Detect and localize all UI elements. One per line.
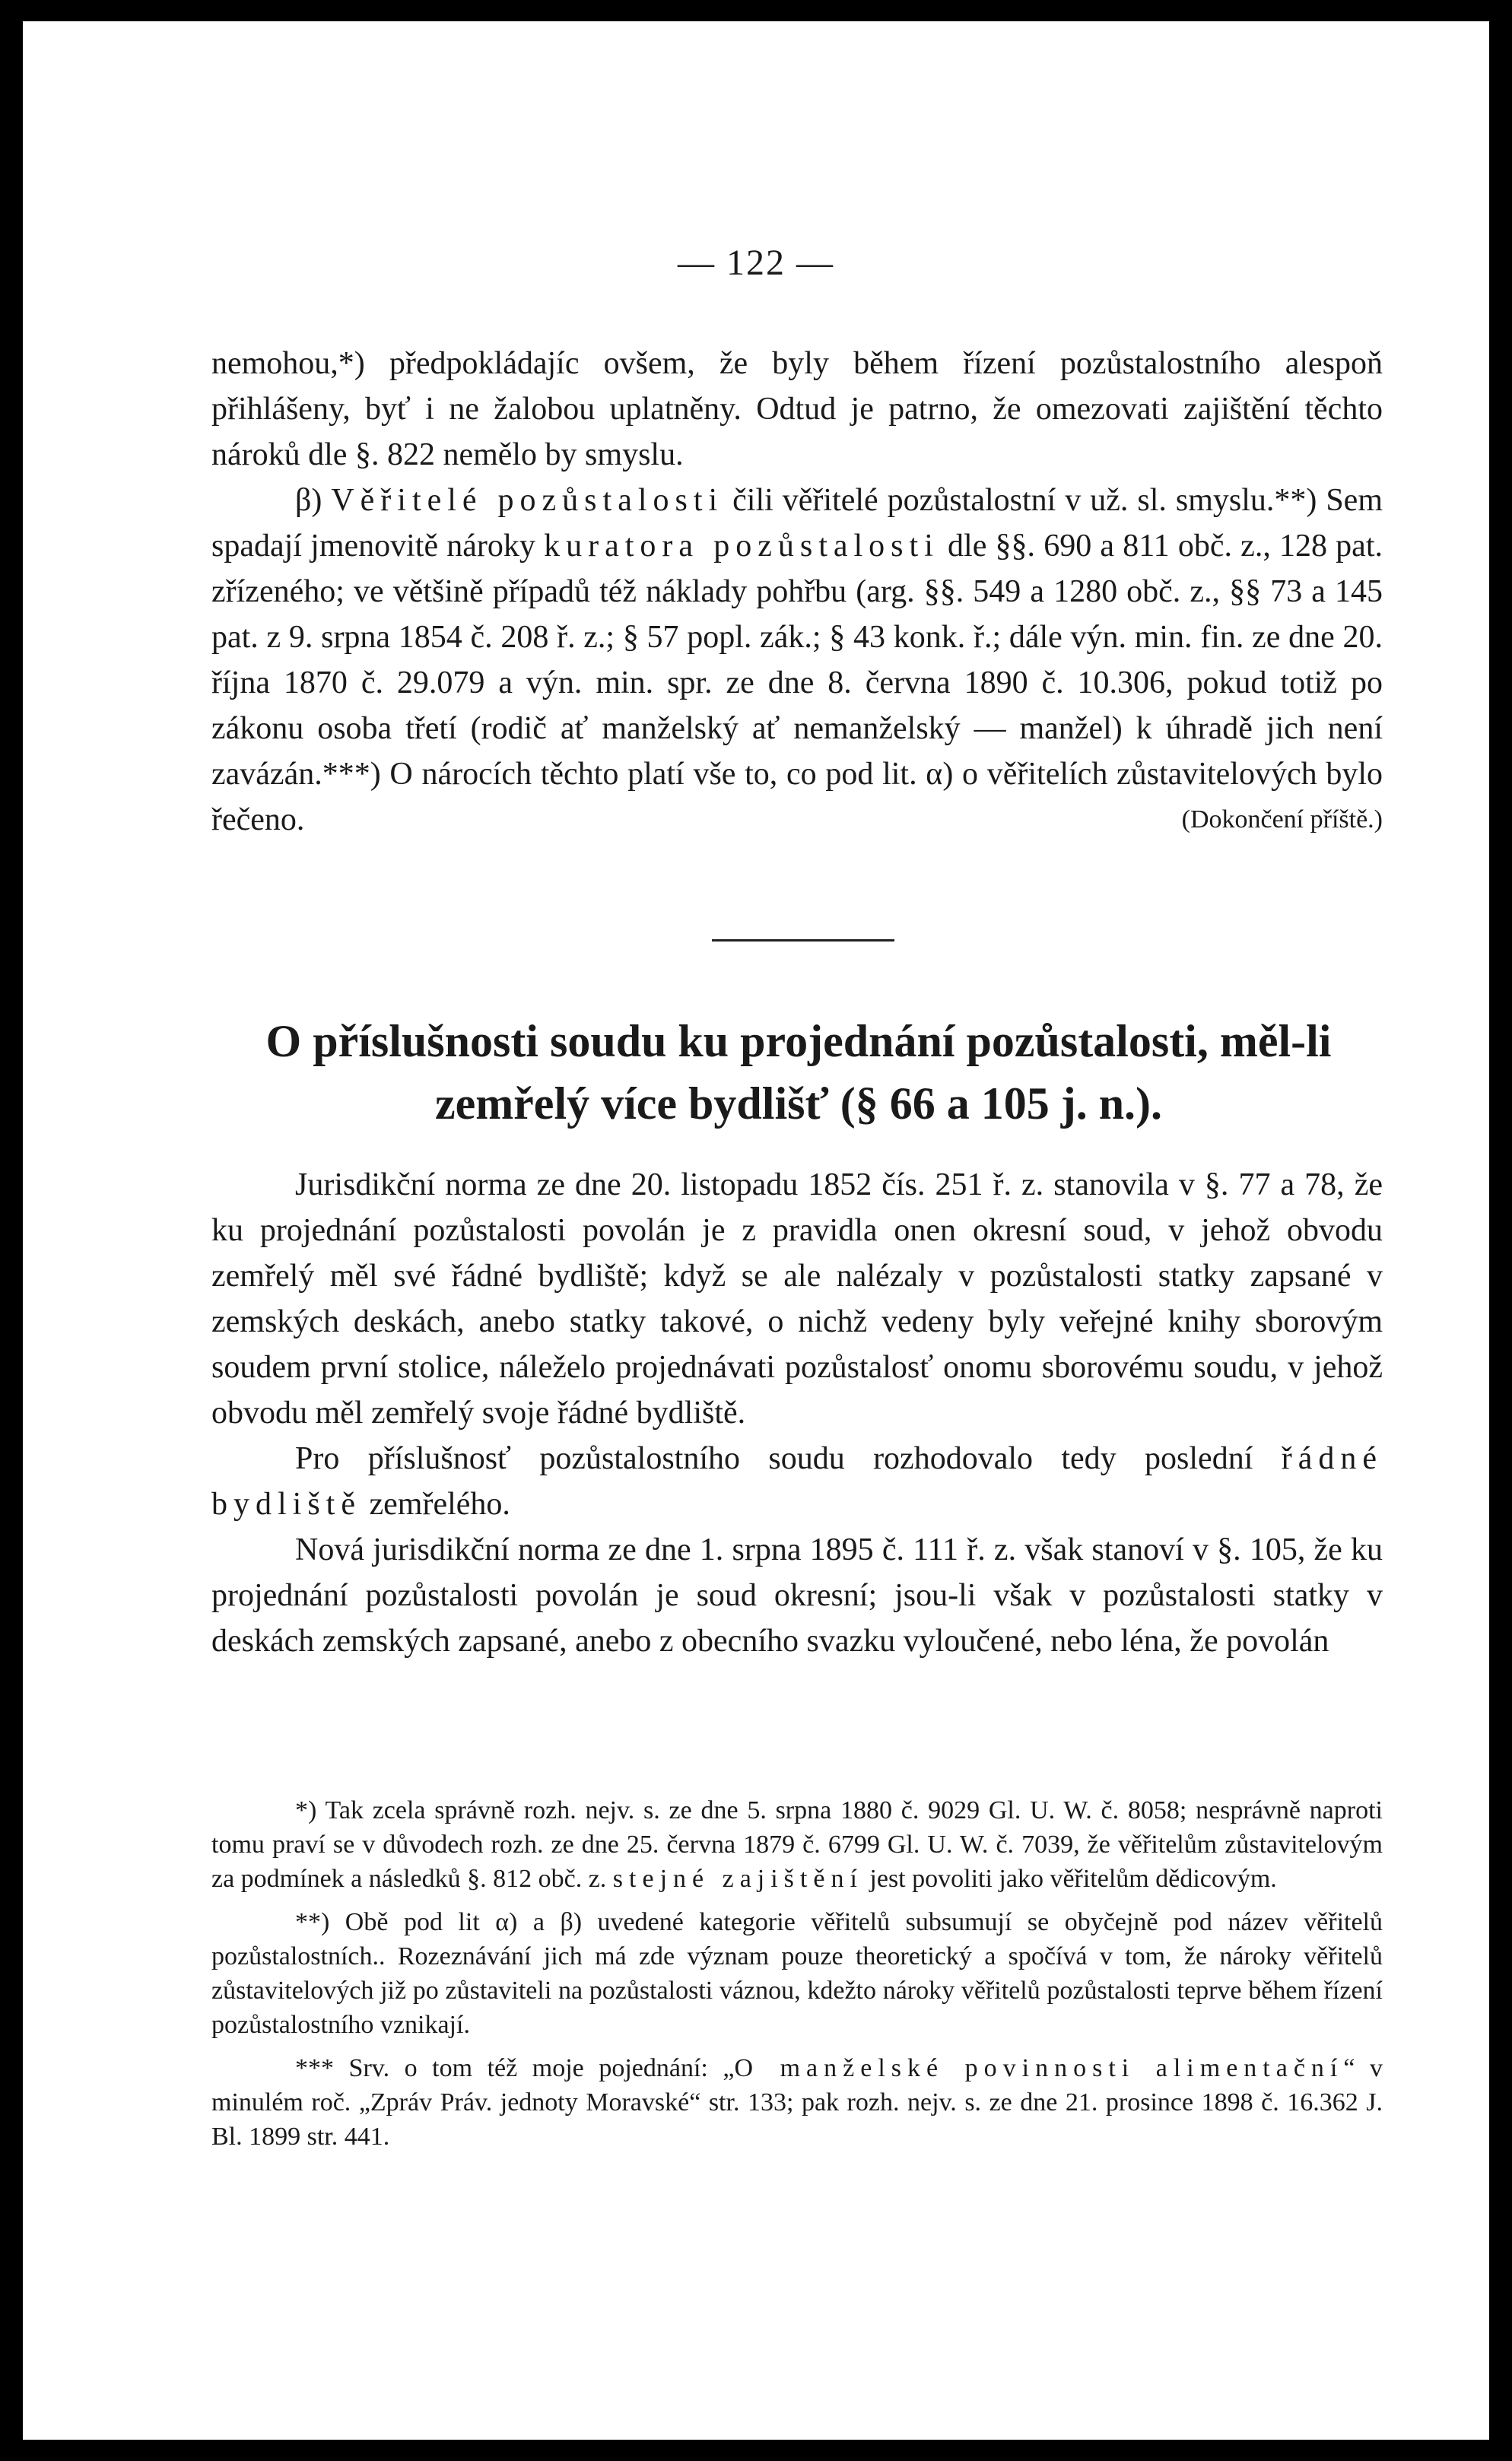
paragraph: Nová jurisdikční norma ze dne 1. srpna 1895 č. 111 ř. z. však stanoví v §. 105, že ku projednání pozůstalosti povolán je soud okresní; jsou-li však v pozůstalosti statky v deskách zemských zapsané, anebo z obecního svazku vyloučené, nebo léna, že povolán	[211, 1532, 1383, 1659]
spaced-term: stejné zajištění	[612, 1865, 863, 1893]
text-run: zemřelého.	[361, 1487, 510, 1522]
text-run: *) Tak zcela správně rozh. nejv. s. ze dne 5. srpna 1880 č. 9029 Gl. U. W. č. 8058; nesprávně naproti tomu praví se v důvodech rozh. ze dne 25. června 1879 č. 6799 Gl. U. W. č. 7039, že věřitelům zůstavitelovým za podmínek a následků §. 812 obč. z.	[211, 1796, 1383, 1893]
list-marker: β)	[295, 483, 322, 518]
spaced-term: kuratora pozůstalosti	[544, 529, 939, 564]
spaced-term: Věřitelé pozůstalosti	[331, 483, 724, 518]
page	[23, 21, 1489, 2440]
paragraph: nemohou,*) předpokládajíc ovšem, že byly během řízení pozůstalostního alespoň přihlášeny, byť i ne žalobou uplatněny. Odtud je patrno, že omezovati zajištění těchto nároků dle §. 822 nemělo by smyslu.	[211, 346, 1383, 472]
spaced-term: O manželské povinnosti alimentační	[734, 2054, 1344, 2082]
text-run: dle §§. 690 a 811 obč. z., 128 pat. zřízeného; ve většině případů též náklady pohřbu (arg. §§. 549 a 1280 obč. z., §§ 73 a 145 pat. z 9. srpna 1854 č. 208 ř. z.; § 57 popl. zák.; § 43 konk. ř.; dále výn. min. fin. ze dne 20. října 1870 č. 29.079 a výn. min. spr. ze dne 8. června 1890 č. 10.306, pokud totiž po zákonu osoba třetí (rodič ať manželský ať nemanželský — manžel) k úhradě jich není zavázán.***) O nárocích těchto platí vše to, co pod lit. α) o věřitelích zůstavitelových bylo řečeno.	[211, 529, 1383, 837]
article-title: O příslušnosti soudu ku projednání pozůstalosti, měl-li zemřelý více bydlišť (§ 66 a 105 j. n.).	[265, 1016, 1332, 1129]
page-number: — 122 —	[678, 243, 834, 283]
footnote-2: **) Obě pod lit α) a β) uvedené kategorie věřitelů subsumují se obyčejně pod název věřitelů pozůstalostních.. Rozeznávání jich má zde význam pouze theoretický a spočívá v tom, že nároky věřitelů zůstavitelových již po zůstaviteli na pozůstalosti váznou, kdežto nároky věřitelů pozůstalosti teprve během řízení pozůstalostního vznikají.	[211, 1908, 1383, 2039]
text-run: čili věřitelé pozůstalostní v už. sl. smyslu.**) Sem spadají jmenovitě nároky	[211, 483, 1383, 564]
continuation-section	[211, 341, 1383, 843]
article-body	[211, 1162, 1383, 1664]
continuation-note: (Dokončení příště.)	[1181, 805, 1383, 834]
footnotes	[211, 1793, 1383, 2163]
text-run: Pro příslušnosť pozůstalostního soudu rozhodovalo tedy poslední	[295, 1441, 1282, 1476]
paragraph: Jurisdikční norma ze dne 20. listopadu 1852 čís. 251 ř. z. stanovila v §. 77 a 78, že ku projednání pozůstalosti povolán je z pravidla onen okresní soud, v jehož obvodu zemřelý měl své řádné bydliště; když se ale nalézaly v pozůstalosti statky zapsané v zemských deskách, anebo statky takové, o nichž vedeny byly veřejné knihy sborovým soudem první stolice, náleželo projednávati pozůstalosť onomu sborovému soudu, v jehož obvodu měl zemřelý svoje řádné bydliště.	[211, 1167, 1383, 1431]
paragraph-beta	[211, 478, 1383, 843]
text-run: *** Srv. o tom též moje pojednání: „	[295, 2054, 735, 2082]
text-run: jest povoliti jako věřitelům dědicovým.	[862, 1865, 1277, 1893]
section-divider	[712, 939, 894, 942]
text-run: “ v minulém roč. „Zpráv Práv. jednoty Moravské“ str. 133; pak rozh. nejv. s. ze dne 21. prosince 1898 č. 16.362 J. Bl. 1899 str. 441.	[211, 2054, 1383, 2151]
footnote-1	[211, 1793, 1383, 1896]
spaced-term: řádné bydliště	[211, 1441, 1383, 1522]
footnote-3	[211, 2051, 1383, 2154]
paragraph	[211, 1436, 1383, 1527]
